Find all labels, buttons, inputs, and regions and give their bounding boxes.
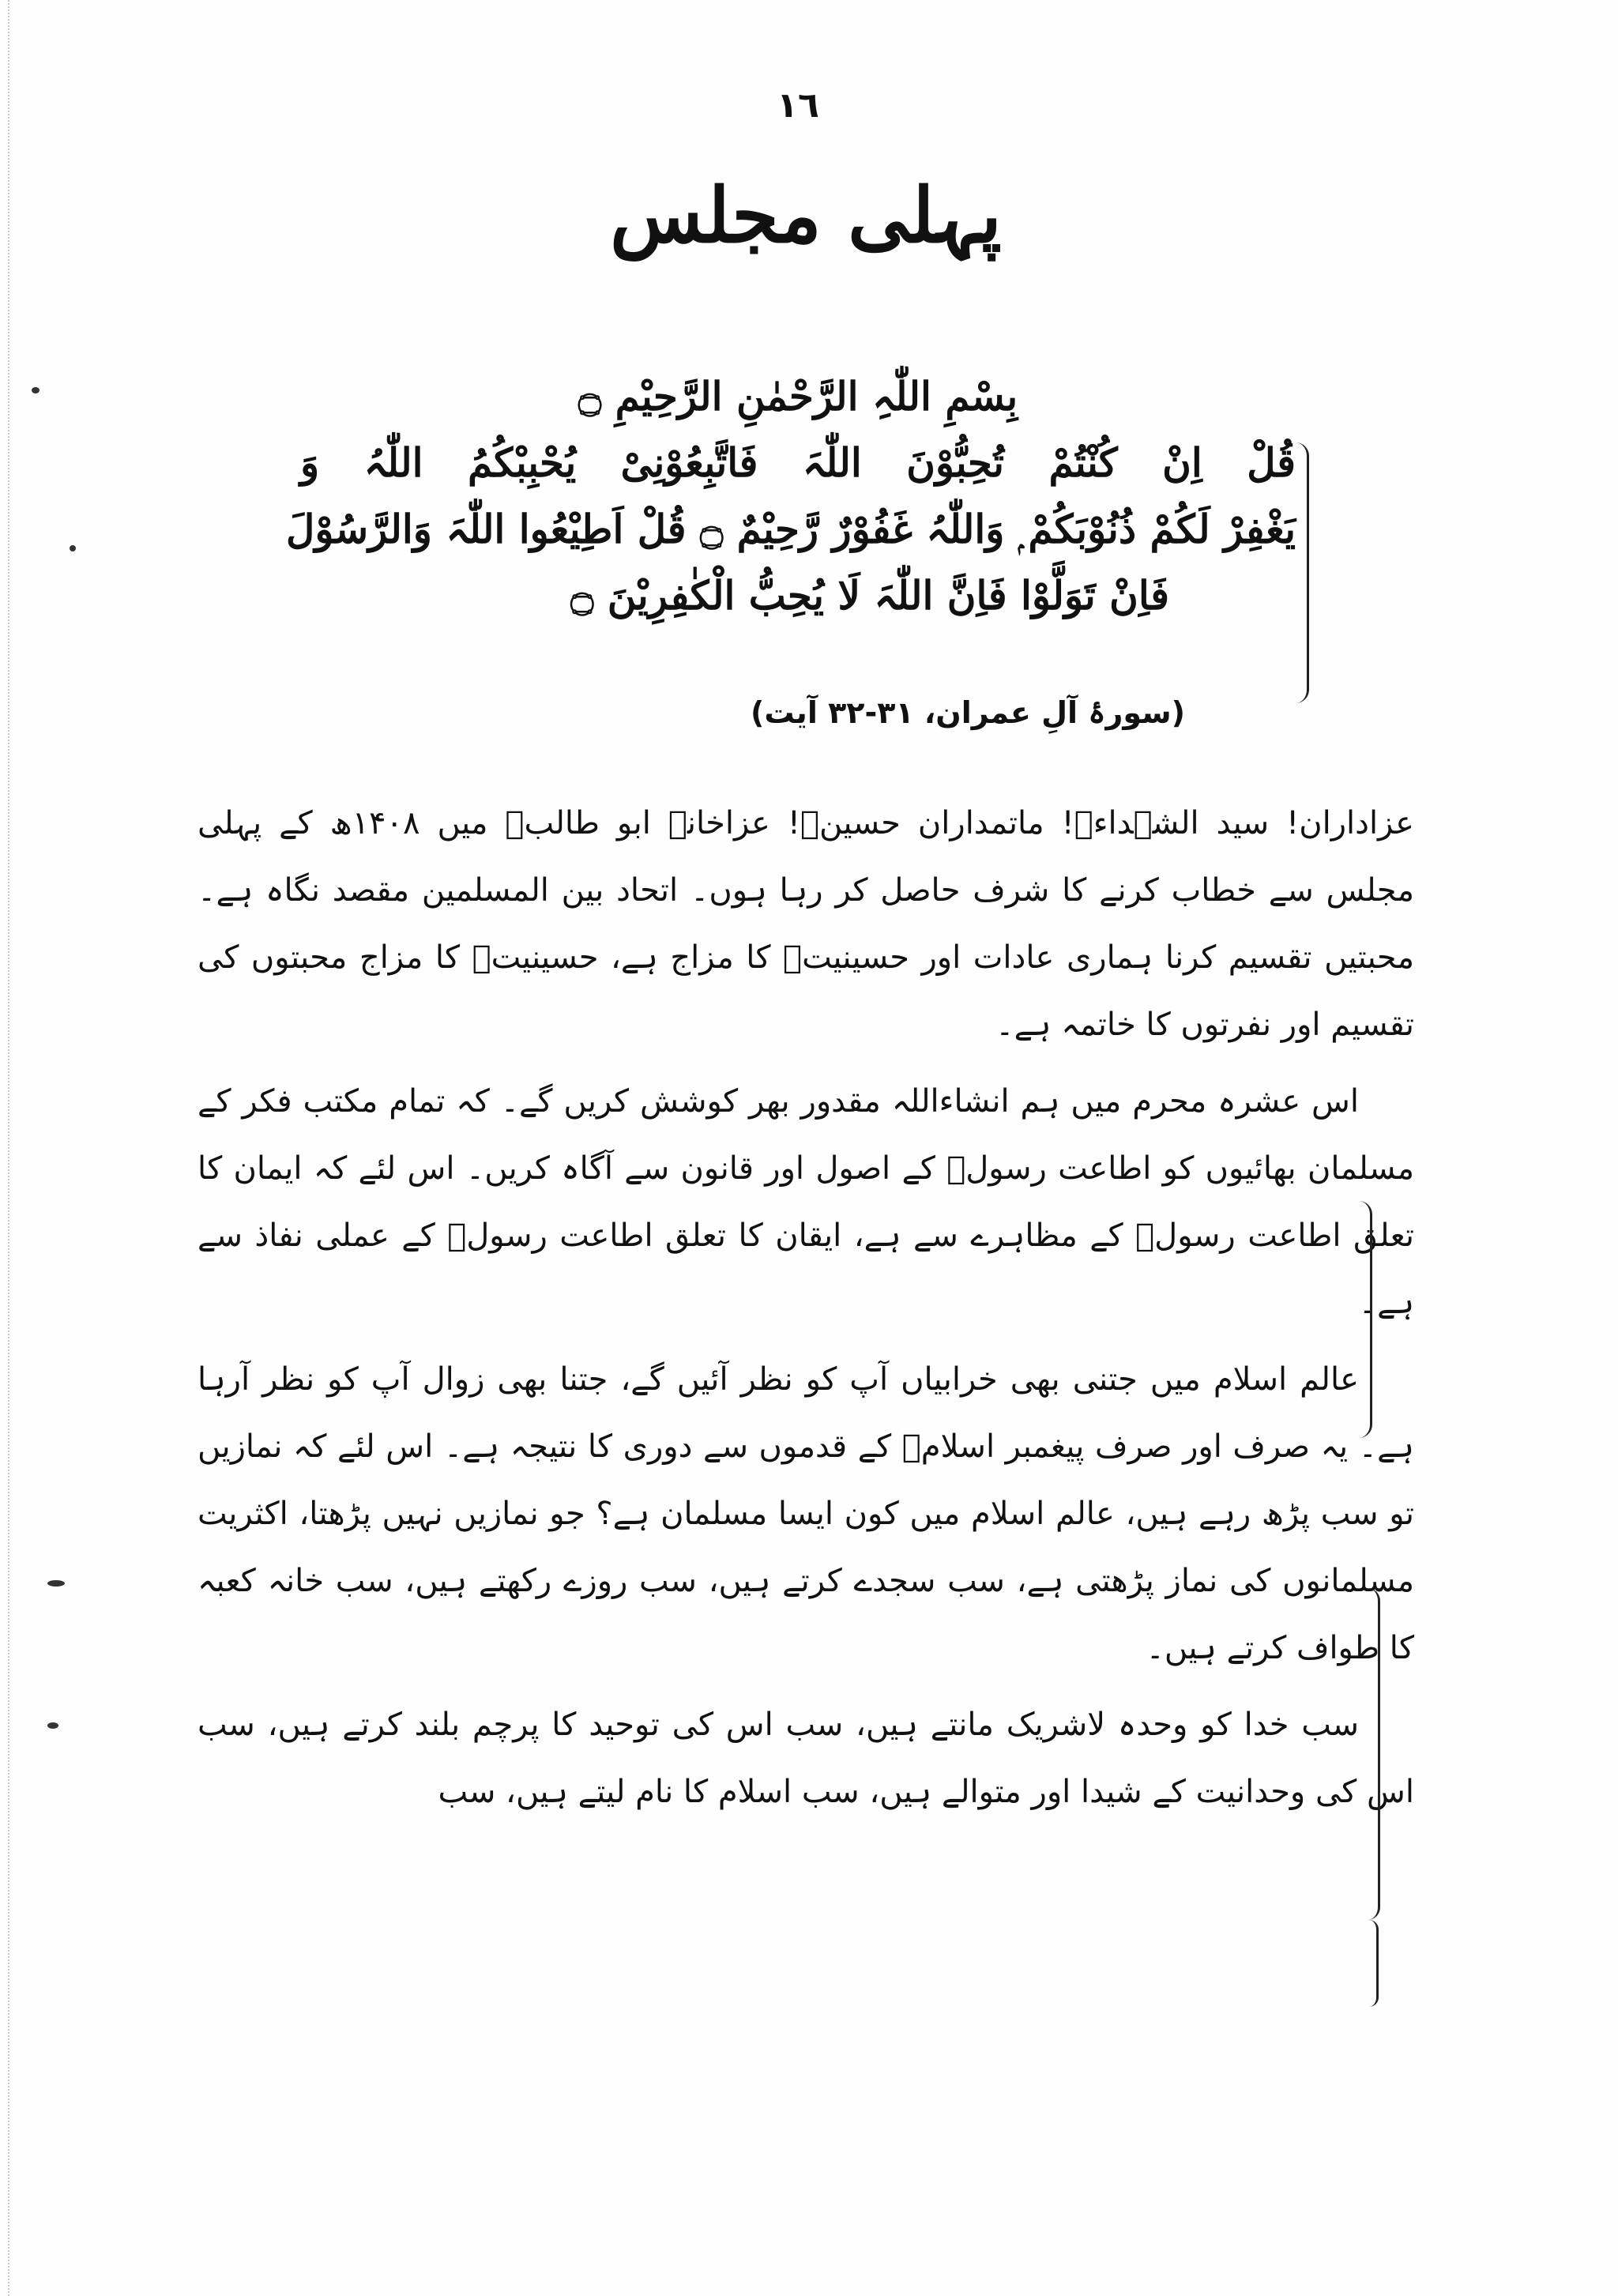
bismillah-line: بِسْمِ اللّٰہِ الرَّحْمٰنِ الرَّحِیْمِ ۝ bbox=[578, 373, 1018, 420]
quran-verse-block bbox=[286, 363, 1296, 629]
paragraph-4: سب خدا کو وحدہ لاشریک مانتے ہیں، سب اس کی توحید کا پرچم بلند کرتے ہیں، سب اس کی وحدانیت کے شیدا اور متوالے ہیں، سب اسلام کا نام لیتے ہیں، سب bbox=[198, 1707, 1414, 1810]
scan-edge-mark bbox=[8, 0, 9, 2296]
paragraph-2: اس عشرہ محرم میں ہم انشاءاللہ مقدور بھر کوشش کریں گے۔ کہ تمام مکتب فکر کے مسلمان بھائیوں کو اطاعت رسولؐ کے اصول اور قانون سے آگاہ کریں۔ اس لئے کہ ایمان کا تعلق اطاعت رسولؐ کے مظاہرے سے ہے، ایقان کا تعلق اطاعت رسولؐ کے عملی نفاذ سے ہے۔ bbox=[198, 1083, 1414, 1321]
scan-speck bbox=[47, 1722, 58, 1729]
margin-bracket-mark bbox=[1296, 442, 1309, 703]
verse-line-1: قُلْ اِنْ کُنْتُمْ تُحِبُّوْنَ اللّٰہَ فَاتَّبِعُوْنِیْ یُحْبِبْکُمُ اللّٰہُ وَ bbox=[300, 439, 1296, 486]
page-number: ١٦ bbox=[777, 85, 819, 126]
paragraph-1: عزاداران! سید الشہداءؑ! ماتمداران حسینؑ! عزاخانہ ابو طالبؑ میں ۱۴۰۸ھ کے پہلی مجلس سے خطاب کرنے کا شرف حاصل کر رہا ہوں۔ اتحاد بین المسلمین مقصد نگاہ ہے۔ محبتیں تقسیم کرنا ہماری عادات اور حسینیتؑ کا مزاج ہے، حسینیتؑ کا مزاج محبتوں کی تقسیم اور نفرتوں کا خاتمہ ہے۔ bbox=[198, 805, 1414, 1043]
surah-reference: (سورۂ آلِ عمران، ۳۱-۳۲ آیت) bbox=[750, 695, 1185, 730]
body-text bbox=[198, 790, 1414, 1835]
majlis-heading: پہلی مجلس bbox=[610, 171, 1002, 260]
margin-bracket-mark bbox=[1367, 1920, 1379, 2007]
verse-line-2: یَغْفِرْ لَکُمْ ذُنُوْبَکُمْ ۭ وَاللّٰہُ غَفُوْرٌ رَّحِیْمٌ ۝ قُلْ اَطِیْعُوا اللّٰہَ وَالرَّسُوْلَ bbox=[286, 506, 1296, 552]
paragraph-3: عالم اسلام میں جتنی بھی خرابیاں آپ کو نظر آئیں گے، جتنا بھی زوال آپ کو نظر آرہا ہے۔ یہ صرف اور صرف پیغمبر اسلامؐ کے قدموں سے دوری کا نتیجہ ہے۔ اس لئے کہ نمازیں تو سب پڑھ رہے ہیں، عالم اسلام میں کون ایسا مسلمان ہے؟ جو نمازیں نہیں پڑھتا، اکثریت مسلمانوں کی نماز پڑھتی ہے، سب سجدے کرتے ہیں، سب روزے رکھتے ہیں، سب خانہ کعبہ کا طواف کرتے ہیں۔ bbox=[198, 1361, 1414, 1666]
margin-bracket-mark bbox=[1367, 1588, 1380, 1920]
scan-speck bbox=[47, 1580, 65, 1586]
margin-bracket-mark bbox=[1359, 1201, 1372, 1438]
scan-speck bbox=[70, 545, 76, 551]
verse-line-3: فَاِنْ تَوَلَّوْا فَاِنَّ اللّٰہَ لَا یُحِبُّ الْکٰفِرِیْنَ ۝ bbox=[570, 572, 1169, 619]
scan-speck bbox=[32, 387, 40, 393]
